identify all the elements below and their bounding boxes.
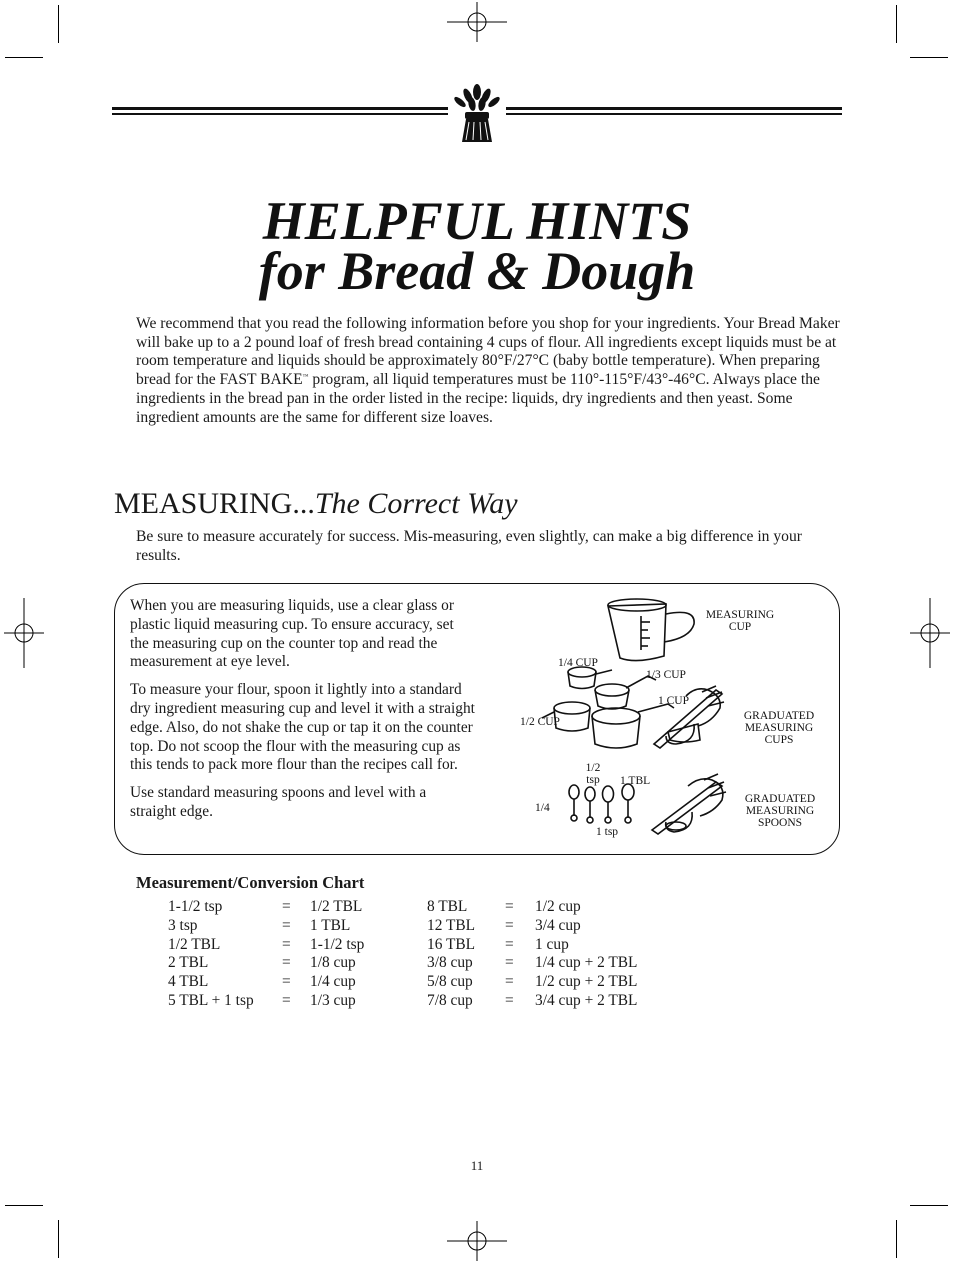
table-cell: = <box>505 935 514 953</box>
table-cell: 1/4 cup <box>310 973 356 991</box>
table-cell: 7/8 cup <box>427 992 473 1009</box>
label-measuring-cup: MEASURING <box>705 609 775 621</box>
tip-liquids: When you are measuring liquids, use a clear glass or plastic liquid measuring cup. To ensure accuracy, set the measuring cup on the counter top and read the measurement at eye level. <box>130 597 454 671</box>
table-cell: = <box>505 992 514 1009</box>
measuring-tips-text <box>130 597 476 831</box>
table-cell: 3/4 cup <box>535 916 581 934</box>
table-cell: 1/4 cup + 2 TBL <box>535 954 638 972</box>
intro-text-part1: We recommend that you read the following information before you shop for your ingredients. Your Bread Maker will bake up to a 2 pound loaf of fresh bread containing 4 cups of flour. All ingredients except liquids must be at room temperature and liquids should be approximately 80°F/27°C (baby bottle temperature). When preparing bread for the FAST BAKE <box>136 315 840 389</box>
registration-mark-icon <box>447 1221 507 1261</box>
table-cell: = <box>282 935 291 953</box>
table-cell: 4 TBL <box>168 973 209 991</box>
table-cell: = <box>505 973 514 991</box>
table-cell: = <box>505 916 514 934</box>
table-cell: 3 tsp <box>168 916 198 934</box>
label-one-tbl: 1 TBL <box>620 775 651 787</box>
label-graduated-cups: CUPS <box>764 734 794 746</box>
table-cell: = <box>505 898 514 915</box>
page-subtitle: for Bread & Dough <box>258 241 696 301</box>
label-graduated-cups: GRADUATED <box>743 710 815 722</box>
crop-mark <box>896 1220 897 1258</box>
table-cell: = <box>282 973 291 991</box>
label-half-cup: 1/2 CUP <box>520 716 560 728</box>
measuring-intro-paragraph: Be sure to measure accurately for success. Mis-measuring, even slightly, can make a big difference in your results. <box>136 528 802 564</box>
label-graduated-spoons: GRADUATED <box>744 793 816 805</box>
page-title: HELPFUL HINTS <box>262 191 692 251</box>
table-cell: = <box>282 916 291 934</box>
page-number: 11 <box>470 1158 484 1173</box>
table-cell: 3/8 cup <box>427 954 473 972</box>
label-graduated-cups: MEASURING <box>744 722 814 734</box>
table-cell: 1 cup <box>535 935 569 953</box>
tip-flour: To measure your flour, spoon it lightly into a standard dry ingredient measuring cup and level it with a straight edge. Also, do not shake the cup or tap it on the counter top. Do not scoop the flour with the measuring cup as this tends to pack more flour than the recipes call for. <box>130 681 475 774</box>
table-cell: = <box>282 954 291 972</box>
label-quarter-cup: 1/4 CUP <box>558 657 598 669</box>
label-measuring-cup: CUP <box>728 621 752 633</box>
label-quarter: 1/4 <box>535 802 550 814</box>
label-half-tsp: tsp <box>586 774 600 786</box>
label-graduated-spoons: SPOONS <box>757 817 803 829</box>
heading-italic-text: The Correct Way <box>314 487 518 520</box>
registration-mark-icon <box>447 2 507 42</box>
table-cell: 1/3 cup <box>310 992 356 1009</box>
table-cell: 12 TBL <box>427 916 476 934</box>
crop-mark <box>896 5 897 43</box>
table-cell: = <box>282 992 291 1009</box>
registration-mark-icon <box>4 598 44 668</box>
crop-mark <box>5 57 43 58</box>
trademark-symbol: ™ <box>302 373 309 380</box>
wheat-sheaf-icon <box>448 82 506 146</box>
registration-mark-icon <box>910 598 950 668</box>
table-cell: = <box>282 898 291 915</box>
table-cell: 1/2 TBL <box>310 898 363 915</box>
table-cell: = <box>505 954 514 972</box>
conversion-chart-title: Measurement/Conversion Chart <box>136 873 365 892</box>
liquid-measuring-cup-icon <box>608 599 694 661</box>
table-cell: 8 TBL <box>427 898 468 915</box>
crop-mark <box>910 1205 948 1206</box>
section-heading-measuring <box>114 486 518 522</box>
graduated-cups-icon <box>542 667 724 748</box>
intro-text-part2: program, all liquid temperatures must be 110°-115°F/43°-46°C. Always place the ingredients in the bread pan in the order listed in the recipe: liquids, dry ingredients and then yeast. Some ingredient amounts are the same for different size loaves. <box>136 371 820 426</box>
crop-mark <box>910 57 948 58</box>
crop-mark <box>58 5 59 43</box>
table-cell: 1/2 TBL <box>168 935 221 953</box>
crop-mark <box>5 1205 43 1206</box>
tip-spoons: Use standard measuring spoons and level with a straight edge. <box>130 784 427 820</box>
table-cell: 3/4 cup + 2 TBL <box>535 992 638 1009</box>
heading-main-text: MEASURING... <box>114 487 315 520</box>
table-cell: 1/2 cup <box>535 898 581 915</box>
table-cell: 1-1/2 tsp <box>168 898 223 915</box>
measuring-tools-illustration <box>516 594 834 844</box>
crop-mark <box>58 1220 59 1258</box>
table-cell: 1-1/2 tsp <box>310 935 365 953</box>
intro-paragraph <box>136 315 840 427</box>
label-third-cup: 1/3 CUP <box>646 669 686 681</box>
table-cell: 5 TBL + 1 tsp <box>168 992 254 1009</box>
table-cell: 5/8 cup <box>427 973 473 991</box>
table-cell: 1 TBL <box>310 916 351 934</box>
label-one-cup: 1 CUP <box>658 695 689 707</box>
label-half-tsp: 1/2 <box>585 762 601 774</box>
label-one-tsp: 1 tsp <box>596 826 619 838</box>
table-cell: 2 TBL <box>168 954 209 972</box>
table-cell: 16 TBL <box>427 935 476 953</box>
label-graduated-spoons: MEASURING <box>745 805 815 817</box>
table-cell: 1/8 cup <box>310 954 356 972</box>
table-cell: 1/2 cup + 2 TBL <box>535 973 638 991</box>
